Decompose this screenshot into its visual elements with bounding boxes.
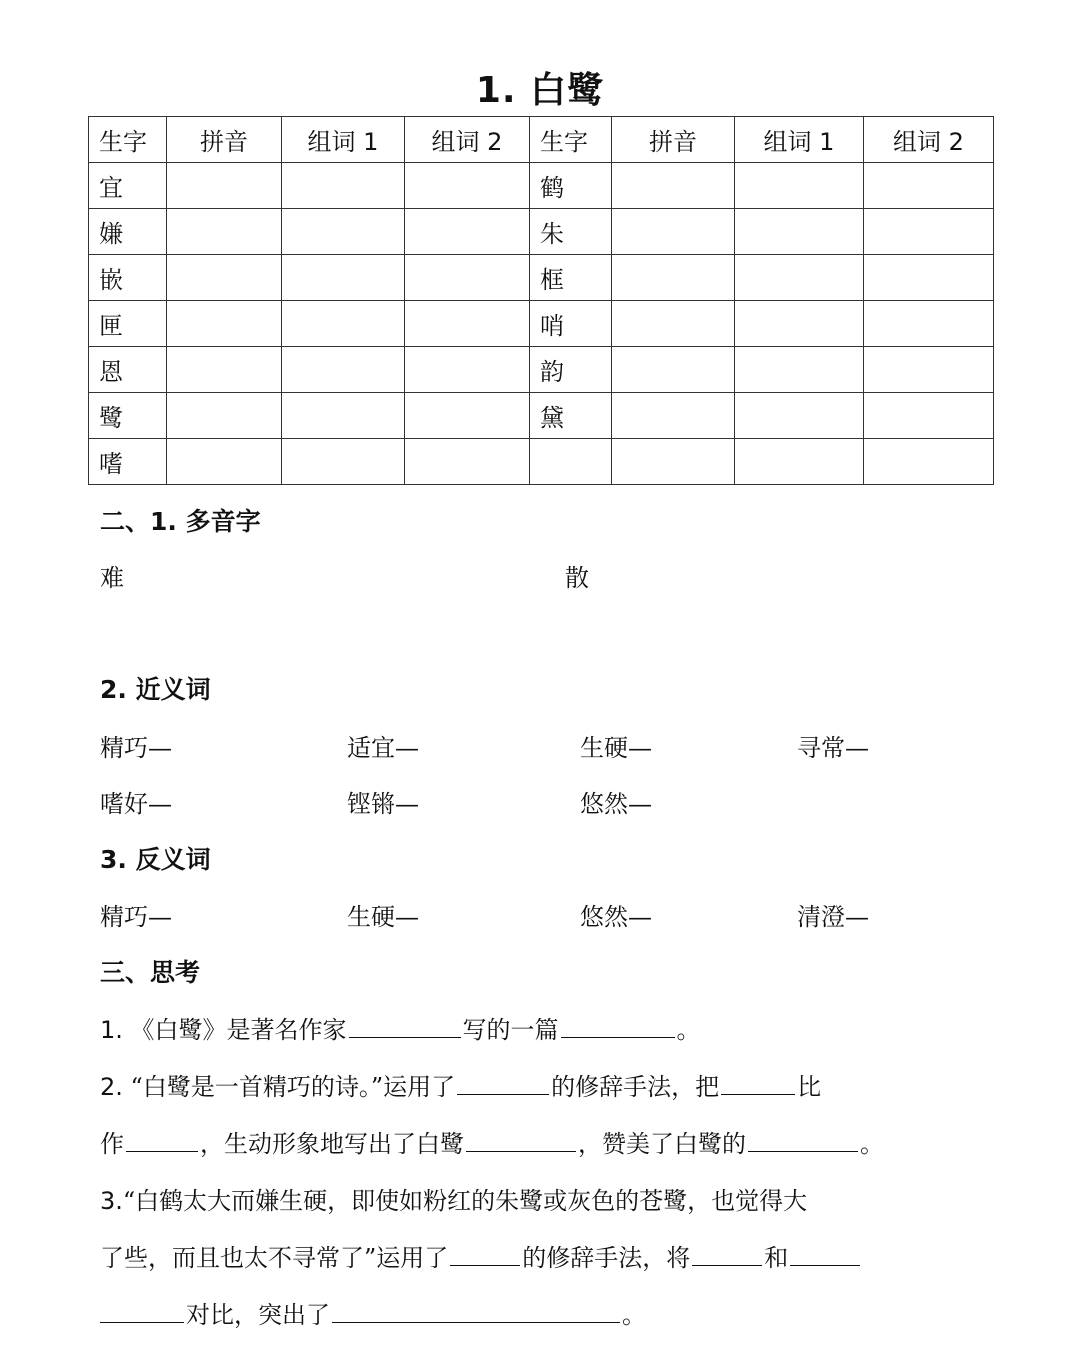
table-row — [89, 439, 994, 485]
pinyin-cell[interactable] — [167, 347, 282, 393]
question-3: 3.“白鹤太大而嫌生硬，即使如粉红的朱鹭或灰色的苍鹭，也觉得大 — [100, 1187, 808, 1215]
character-cell: 黛 — [530, 393, 612, 439]
synonym-item: 嗜好— — [100, 790, 172, 818]
synonym-item: 精巧— — [100, 734, 172, 762]
character-cell: 框 — [530, 255, 612, 301]
character-cell — [530, 439, 612, 485]
answer-blank[interactable] — [466, 1125, 576, 1152]
answer-blank[interactable] — [561, 1011, 675, 1038]
pinyin-cell[interactable] — [167, 209, 282, 255]
word-cell[interactable] — [405, 393, 530, 439]
pinyin-cell[interactable] — [167, 393, 282, 439]
header-cell: 拼音 — [167, 117, 282, 163]
word-cell[interactable] — [735, 209, 864, 255]
word-cell[interactable] — [405, 163, 530, 209]
question-number: 3. — [100, 1187, 123, 1215]
word-cell[interactable] — [735, 301, 864, 347]
header-cell: 生字 — [89, 117, 167, 163]
word-cell[interactable] — [405, 439, 530, 485]
answer-blank[interactable] — [100, 1296, 184, 1323]
pinyin-cell[interactable] — [612, 439, 735, 485]
word-cell[interactable] — [864, 255, 994, 301]
word-cell[interactable] — [282, 347, 405, 393]
pinyin-cell[interactable] — [167, 301, 282, 347]
word-cell[interactable] — [405, 301, 530, 347]
character-cell: 鹤 — [530, 163, 612, 209]
answer-blank[interactable] — [692, 1239, 762, 1266]
character-cell: 恩 — [89, 347, 167, 393]
character-cell: 匣 — [89, 301, 167, 347]
answer-blank[interactable] — [349, 1011, 461, 1038]
word-cell[interactable] — [864, 209, 994, 255]
answer-blank[interactable] — [457, 1068, 549, 1095]
header-cell: 组词 1 — [282, 117, 405, 163]
word-cell[interactable] — [282, 255, 405, 301]
polyphone-char: 难 — [100, 564, 124, 592]
polyphone-heading: 二、1. 多音字 — [100, 507, 261, 536]
word-cell[interactable] — [735, 163, 864, 209]
pinyin-cell[interactable] — [612, 163, 735, 209]
answer-blank[interactable] — [748, 1125, 858, 1152]
character-cell: 嫌 — [89, 209, 167, 255]
table-row — [89, 393, 994, 439]
pinyin-cell[interactable] — [167, 163, 282, 209]
pinyin-cell[interactable] — [167, 255, 282, 301]
question-1: 1. 《白鹭》是著名作家 写的一篇 。 — [100, 1010, 701, 1045]
word-cell[interactable] — [735, 255, 864, 301]
pinyin-cell[interactable] — [612, 347, 735, 393]
word-cell[interactable] — [735, 347, 864, 393]
synonym-item: 铿锵— — [347, 790, 419, 818]
synonym-item: 适宜— — [347, 734, 419, 762]
character-cell: 朱 — [530, 209, 612, 255]
table-row — [89, 209, 994, 255]
answer-blank[interactable] — [126, 1125, 198, 1152]
synonym-item: 悠然— — [580, 790, 652, 818]
question-3-continued: 了些，而且也太不寻常了”运用了 的修辞手法，将 和 — [100, 1238, 862, 1273]
word-cell[interactable] — [405, 255, 530, 301]
header-cell: 生字 — [530, 117, 612, 163]
antonym-item: 生硬— — [347, 903, 419, 931]
header-cell: 组词 2 — [405, 117, 530, 163]
answer-blank[interactable] — [450, 1239, 520, 1266]
word-cell[interactable] — [405, 347, 530, 393]
pinyin-cell[interactable] — [612, 209, 735, 255]
pinyin-cell[interactable] — [612, 301, 735, 347]
character-table — [88, 116, 994, 485]
pinyin-cell[interactable] — [167, 439, 282, 485]
character-cell: 哨 — [530, 301, 612, 347]
antonym-item: 清澄— — [797, 903, 869, 931]
question-3-final-line: 对比，突出了 。 — [100, 1295, 646, 1330]
word-cell[interactable] — [864, 347, 994, 393]
answer-blank[interactable] — [790, 1239, 860, 1266]
word-cell[interactable] — [864, 163, 994, 209]
question-2-continued: 作 ，生动形象地写出了白鹭 ，赞美了白鹭的 。 — [100, 1124, 884, 1159]
character-cell: 鹭 — [89, 393, 167, 439]
pinyin-cell[interactable] — [612, 255, 735, 301]
synonym-item: 寻常— — [797, 734, 869, 762]
synonym-item: 生硬— — [580, 734, 652, 762]
question-number: 1. — [100, 1016, 123, 1044]
character-cell: 嵌 — [89, 255, 167, 301]
pinyin-cell[interactable] — [612, 393, 735, 439]
answer-blank[interactable] — [721, 1068, 795, 1095]
table-row — [89, 255, 994, 301]
question-2: 2. “白鹭是一首精巧的诗。”运用了 的修辞手法，把 比 — [100, 1067, 821, 1102]
character-cell: 嗜 — [89, 439, 167, 485]
question-number: 2. — [100, 1073, 123, 1101]
table-row — [89, 301, 994, 347]
antonym-item: 悠然— — [580, 903, 652, 931]
word-cell[interactable] — [735, 439, 864, 485]
word-cell[interactable] — [864, 393, 994, 439]
word-cell[interactable] — [282, 209, 405, 255]
word-cell[interactable] — [864, 301, 994, 347]
table-row — [89, 347, 994, 393]
word-cell[interactable] — [282, 301, 405, 347]
polyphone-char: 散 — [565, 564, 589, 592]
header-cell: 拼音 — [612, 117, 735, 163]
header-cell: 组词 2 — [864, 117, 994, 163]
table-row — [89, 163, 994, 209]
character-cell: 宜 — [89, 163, 167, 209]
word-cell[interactable] — [282, 439, 405, 485]
answer-blank[interactable] — [332, 1296, 620, 1323]
antonym-item: 精巧— — [100, 903, 172, 931]
header-cell: 组词 1 — [735, 117, 864, 163]
thinking-heading: 三、思考 — [100, 958, 201, 987]
synonyms-heading: 2. 近义词 — [100, 675, 211, 704]
antonyms-heading: 3. 反义词 — [100, 845, 211, 874]
word-cell[interactable] — [282, 393, 405, 439]
character-cell: 韵 — [530, 347, 612, 393]
word-cell[interactable] — [405, 209, 530, 255]
word-cell[interactable] — [735, 393, 864, 439]
word-cell[interactable] — [282, 163, 405, 209]
table-header-row — [89, 117, 994, 163]
page-title: 1. 白鹭 — [475, 70, 605, 111]
word-cell[interactable] — [864, 439, 994, 485]
